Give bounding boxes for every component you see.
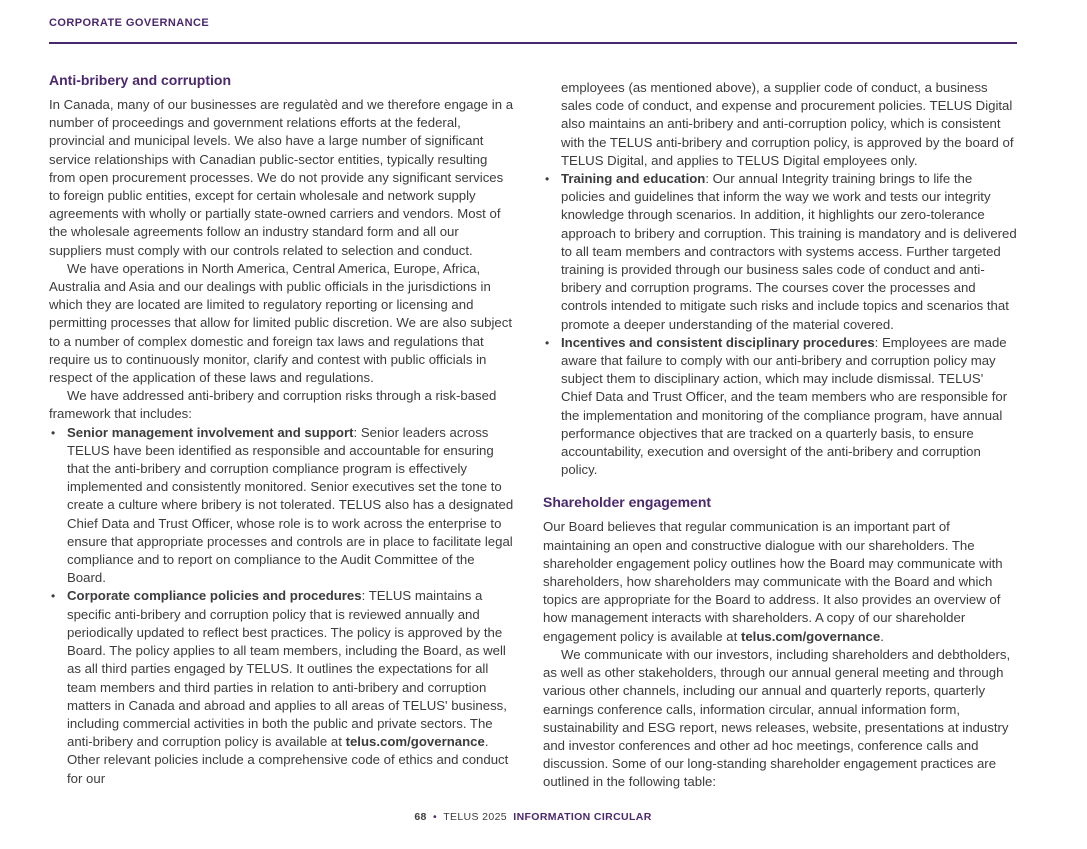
body-paragraph: We have addressed anti-bribery and corruption risks through a risk-based framework that includes: (49, 388, 497, 422)
bullet-marker: • (51, 425, 56, 440)
bold-term: Corporate compliance policies and procedures (67, 588, 362, 604)
bullet-text: Incentives and consistent disciplinary procedures: Employees are made aware that failure to comply with our anti-bribery and corruption policy may subject them to disciplinary action, which may include dismissal. TELUS' Chief Data and Trust Officer, and the team members who are responsible for the implementation and monitoring of the compliance program, have annual performance objectives that are tracked on a quarterly basis, to ensure accountability, execution and oversight of the anti-bribery and corruption policy. (561, 334, 1008, 478)
telus-governance-link[interactable]: telus.com/governance (345, 734, 485, 750)
body-paragraph: In Canada, many of our businesses are regulatèd and we therefore engage in a number of proceedings and government relations efforts at the federal, provincial and municipal levels. We also have a large number of significant service relationships with Canadian public-sector entities, typically resulting from open procurement processes. We do not provide any significant services to foreign public entities, except for certain wholesale and network supply agreements with wholly or partially state-owned carriers and vendors. Most of the wholesale agreements follow an industry standard form and all our suppliers must comply with our controls related to selection and conduct. (49, 97, 514, 258)
footer-doc-prefix: TELUS 2025 (443, 811, 507, 823)
bold-term: Incentives and consistent disciplinary procedures (561, 334, 875, 350)
bold-term: Training and education (561, 171, 706, 187)
page-number: 68 (414, 811, 427, 823)
bullet-text: Corporate compliance policies and procedures: TELUS maintains a specific anti-bribery and corruption policy that is reviewed annually and periodically updated to reflect best practices. The policy is approved by the Board. The policy applies to all team members, including the Board, as well as all third parties engaged by TELUS. It outlines the expectations for all team members and third parties in relation to anti-bribery and corruption matters in Canada and abroad and applies to all areas of TELUS' business, including commercial activities in both the public and private sectors. The anti-bribery and corruption policy is available at telus.com/governance. Other relevant policies include a comprehensive code of ethics and conduct for our (67, 588, 509, 786)
bold-term: Senior management involvement and support (67, 424, 354, 440)
bullet-item (543, 170, 1017, 334)
section-heading: Shareholder engagement (543, 494, 712, 511)
bullet-item (49, 424, 514, 588)
bullet-item (543, 334, 1017, 480)
bullet-marker: • (545, 335, 550, 350)
bullet-marker: • (545, 172, 550, 187)
section-eyebrow: CORPORATE GOVERNANCE (49, 17, 210, 29)
header-divider (49, 42, 1017, 44)
bullet-marker: • (51, 589, 56, 604)
bullet-item (49, 587, 514, 787)
page-footer (49, 811, 1017, 823)
body-paragraph: We communicate with our investors, including shareholders and debtholders, as well as other stakeholders, through our annual general meeting and through various other channels, including our annual and quarterly reports, quarterly earnings conference calls, information circular, annual information form, sustainability and ESG report, news releases, website, presentations at industry and investor conferences and other ad hoc meetings, conference calls and discussion. Some of our long-standing shareholder engagement practices are outlined in the following table: (543, 646, 1011, 790)
bullet-text: Training and education: Our annual Integrity training brings to life the policies and guidelines that inform the way we work and tests our integrity knowledge through scenarios. In addition, it highlights our zero-tolerance approach to bribery and corruption. This training is mandatory and is delivered to all team members and contractors with systems access. Further targeted training is provided through our business sales code of conduct and anti-bribery and corruption programs. The courses cover the processes and controls intended to mitigate such risks and include topics and scenarios that promote a deeper understanding of the material covered. (561, 171, 1017, 332)
telus-governance-link[interactable]: telus.com/governance (740, 628, 881, 644)
footer-doc-title: INFORMATION CIRCULAR (513, 811, 652, 823)
page-content (49, 70, 1017, 792)
body-paragraph: Our Board believes that regular communication is an important part of maintaining an open and constructive dialogue with our shareholders. The shareholder engagement policy outlines how the Board may communicate with shareholders, how shareholders may communicate with the Board and which topics are appropriate for the Board to address. It also provides an overview of how management interacts with shareholders. A copy of our shareholder engagement policy is available at telus.com/governance. (543, 519, 1003, 644)
section-heading: Anti-bribery and corruption (49, 72, 231, 88)
bullet-text: Senior management involvement and support: Senior leaders across TELUS have been identified as responsible and accountable for ensuring that the anti-bribery and corruption compliance program is effectively implemented and consistently monitored. Senior executives set the tone to create a culture where bribery is not tolerated. TELUS also has a designated Chief Data and Trust Officer, whose role is to work across the enterprise to ensure that appropriate processes and controls are in place to facilitate legal compliance and to report on compliance to the Audit Committee of the Board. (67, 424, 514, 586)
body-paragraph: We have operations in North America, Central America, Europe, Africa, Australia and Asia and our dealings with public officials in the jurisdictions in which they are located are limited to regulatory reporting or licensing and permitting processes that allow for limited public discretion. We are also subject to a number of complex domestic and foreign tax laws and regulations that require us to continuously monitor, clarify and contest with public officials in respect of the application of these laws and regulations. (49, 260, 512, 386)
left-column (49, 70, 514, 792)
bullet-continuation: employees (as mentioned above), a supplier code of conduct, a business sales code of conduct, and expense and procurement policies. TELUS Digital also maintains an anti-bribery and anti-corruption policy, which is consistent with the TELUS anti-bribery and corruption policy, is approved by the board of TELUS Digital, and applies to TELUS Digital employees only. (561, 80, 1014, 168)
right-column (543, 70, 1017, 792)
footer-separator: • (433, 811, 438, 823)
